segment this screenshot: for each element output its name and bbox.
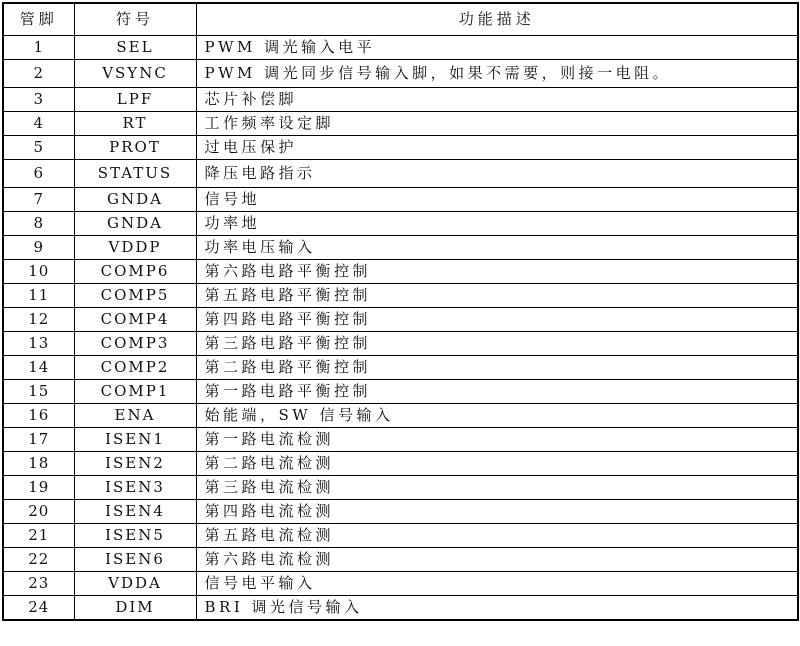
- description-cell: 过电压保护: [196, 136, 798, 160]
- table-row: [3, 596, 798, 621]
- description-cell: 第六路电流检测: [196, 548, 798, 572]
- pin-cell: 20: [3, 500, 74, 524]
- pin-cell: 21: [3, 524, 74, 548]
- header-pin: 管脚: [3, 3, 74, 36]
- pin-cell: 17: [3, 428, 74, 452]
- pin-cell: 18: [3, 452, 74, 476]
- symbol-cell: RT: [74, 112, 196, 136]
- pin-cell: 15: [3, 380, 74, 404]
- description-cell: 信号地: [196, 188, 798, 212]
- table-body: [3, 36, 798, 621]
- description-cell: 芯片补偿脚: [196, 88, 798, 112]
- description-cell: 第五路电路平衡控制: [196, 284, 798, 308]
- table-row: [3, 428, 798, 452]
- symbol-cell: LPF: [74, 88, 196, 112]
- pin-cell: 22: [3, 548, 74, 572]
- description-cell: 信号电平输入: [196, 572, 798, 596]
- pin-cell: 19: [3, 476, 74, 500]
- pin-cell: 6: [3, 160, 74, 188]
- table-row: [3, 524, 798, 548]
- description-cell: PWM 调光同步信号输入脚，如果不需要，则接一电阻。: [196, 60, 798, 88]
- description-cell: 第六路电路平衡控制: [196, 260, 798, 284]
- description-cell: PWM 调光输入电平: [196, 36, 798, 60]
- symbol-cell: ISEN6: [74, 548, 196, 572]
- pin-cell: 3: [3, 88, 74, 112]
- symbol-cell: COMP6: [74, 260, 196, 284]
- header-description: 功能描述: [196, 3, 798, 36]
- table-row: [3, 60, 798, 88]
- pin-function-table: [2, 2, 799, 621]
- description-cell: 第二路电路平衡控制: [196, 356, 798, 380]
- table-row: [3, 160, 798, 188]
- symbol-cell: ISEN1: [74, 428, 196, 452]
- description-cell: 第二路电流检测: [196, 452, 798, 476]
- symbol-cell: VDDP: [74, 236, 196, 260]
- description-cell: 功率电压输入: [196, 236, 798, 260]
- pin-cell: 4: [3, 112, 74, 136]
- symbol-cell: GNDA: [74, 212, 196, 236]
- pin-cell: 8: [3, 212, 74, 236]
- description-cell: 工作频率设定脚: [196, 112, 798, 136]
- table-row: [3, 476, 798, 500]
- symbol-cell: DIM: [74, 596, 196, 621]
- symbol-cell: VDDA: [74, 572, 196, 596]
- description-cell: 降压电路指示: [196, 160, 798, 188]
- pin-cell: 9: [3, 236, 74, 260]
- symbol-cell: PROT: [74, 136, 196, 160]
- symbol-cell: SEL: [74, 36, 196, 60]
- table-row: [3, 212, 798, 236]
- symbol-cell: STATUS: [74, 160, 196, 188]
- description-cell: 第一路电路平衡控制: [196, 380, 798, 404]
- symbol-cell: COMP1: [74, 380, 196, 404]
- pin-cell: 23: [3, 572, 74, 596]
- table-row: [3, 572, 798, 596]
- pin-cell: 12: [3, 308, 74, 332]
- description-cell: 第三路电流检测: [196, 476, 798, 500]
- pin-cell: 24: [3, 596, 74, 621]
- pin-cell: 13: [3, 332, 74, 356]
- table-row: [3, 36, 798, 60]
- table-row: [3, 500, 798, 524]
- symbol-cell: ISEN5: [74, 524, 196, 548]
- symbol-cell: VSYNC: [74, 60, 196, 88]
- table-row: [3, 136, 798, 160]
- table-row: [3, 236, 798, 260]
- description-cell: 功率地: [196, 212, 798, 236]
- table-row: [3, 308, 798, 332]
- pin-cell: 14: [3, 356, 74, 380]
- description-cell: 始能端，SW 信号输入: [196, 404, 798, 428]
- table-row: [3, 188, 798, 212]
- table-row: [3, 404, 798, 428]
- table-row: [3, 380, 798, 404]
- description-cell: 第四路电流检测: [196, 500, 798, 524]
- symbol-cell: COMP4: [74, 308, 196, 332]
- pin-cell: 7: [3, 188, 74, 212]
- table-row: [3, 112, 798, 136]
- table-row: [3, 548, 798, 572]
- symbol-cell: COMP5: [74, 284, 196, 308]
- description-cell: 第四路电路平衡控制: [196, 308, 798, 332]
- symbol-cell: COMP3: [74, 332, 196, 356]
- table-row: [3, 332, 798, 356]
- symbol-cell: ISEN3: [74, 476, 196, 500]
- pin-cell: 16: [3, 404, 74, 428]
- table-row: [3, 88, 798, 112]
- table-row: [3, 356, 798, 380]
- pin-cell: 2: [3, 60, 74, 88]
- symbol-cell: COMP2: [74, 356, 196, 380]
- header-row: [3, 3, 798, 36]
- header-symbol: 符号: [74, 3, 196, 36]
- pin-cell: 1: [3, 36, 74, 60]
- description-cell: BRI 调光信号输入: [196, 596, 798, 621]
- symbol-cell: ISEN4: [74, 500, 196, 524]
- symbol-cell: ISEN2: [74, 452, 196, 476]
- table-row: [3, 452, 798, 476]
- pin-cell: 11: [3, 284, 74, 308]
- pin-cell: 5: [3, 136, 74, 160]
- description-cell: 第三路电路平衡控制: [196, 332, 798, 356]
- table-row: [3, 260, 798, 284]
- symbol-cell: ENA: [74, 404, 196, 428]
- table-header: [3, 3, 798, 36]
- pin-cell: 10: [3, 260, 74, 284]
- table-row: [3, 284, 798, 308]
- symbol-cell: GNDA: [74, 188, 196, 212]
- description-cell: 第五路电流检测: [196, 524, 798, 548]
- description-cell: 第一路电流检测: [196, 428, 798, 452]
